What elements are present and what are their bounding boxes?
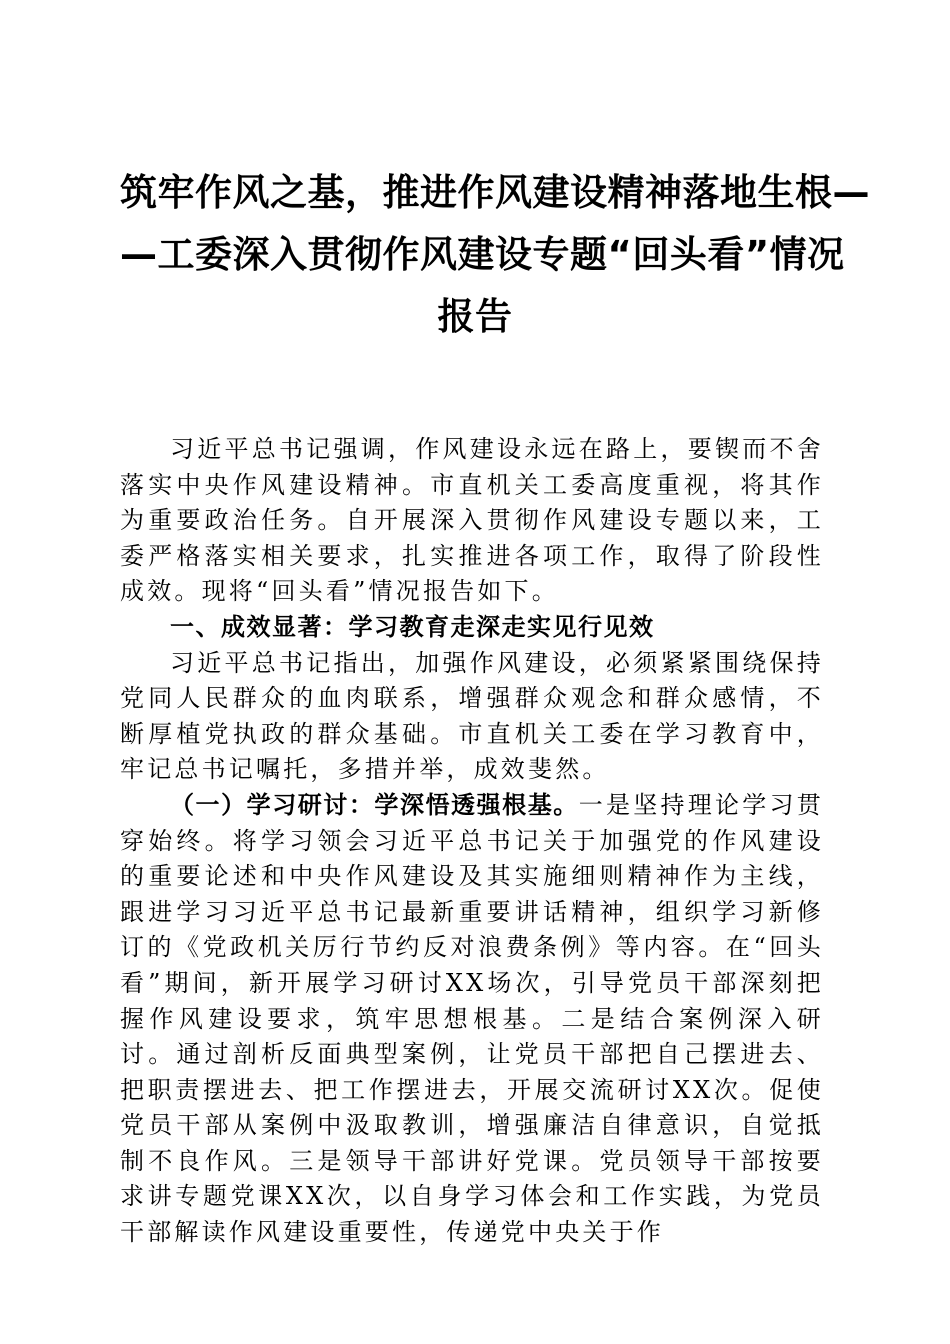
document-title [120,162,870,348]
section-heading-1: 一、成效显著：学习教育走深走实见行见效 [170,612,655,641]
title-line-3: 报告 [437,295,513,338]
intro-paragraph: 习近平总书记强调，作风建设永远在路上，要锲而不舍落实中央作风建设精神。市直机关工委高度重视，将其作为重要政治任务。自开展深入贯彻作风建设专题以来，工委严格落实相关要求，扎实推进各项工作，取得了阶段性成效。现将“回头看”情况报告如下。 [120,435,824,606]
subsection-1-heading: （一）学习研讨：学深悟透强根基。 [170,790,579,819]
document-body [120,432,824,1251]
section-1-paragraph: 习近平总书记指出，加强作风建设，必须紧紧围绕保持党同人民群众的血肉联系，增强群众观念和群众感情，不断厚植党执政的群众基础。市直机关工委在学习教育中，牢记总书记嘱托，多措并举，成效斐然。 [120,648,824,784]
subsection-1-body: 一是坚持理论学习贯穿始终。将学习领会习近平总书记关于加强党的作风建设的重要论述和中央作风建设及其实施细则精神作为主线，跟进学习习近平总书记最新重要讲话精神，组织学习新修订的《党政机关厉行节约反对浪费条例》等内容。在“回头看”期间，新开展学习研讨XX场次，引导党员干部深刻把握作风建设要求，筑牢思想根基。二是结合案例深入研讨。通过剖析反面典型案例，让党员干部把自己摆进去、把职责摆进去、把工作摆进去，开展交流研讨XX次。促使党员干部从案例中汲取教训，增强廉洁自律意识，自觉抵制不良作风。三是领导干部讲好党课。党员领导干部按要求讲专题党课XX次，以自身学习体会和工作实践，为党员干部解读作风建设重要性，传递党中央关于作 [120,790,824,1247]
subsection-1-paragraph [120,788,824,1251]
title-line-2: —工委深入贯彻作风建设专题“回头看”情况 [120,233,845,276]
title-line-1: 筑牢作风之基，推进作风建设精神落地生根— [120,171,870,214]
